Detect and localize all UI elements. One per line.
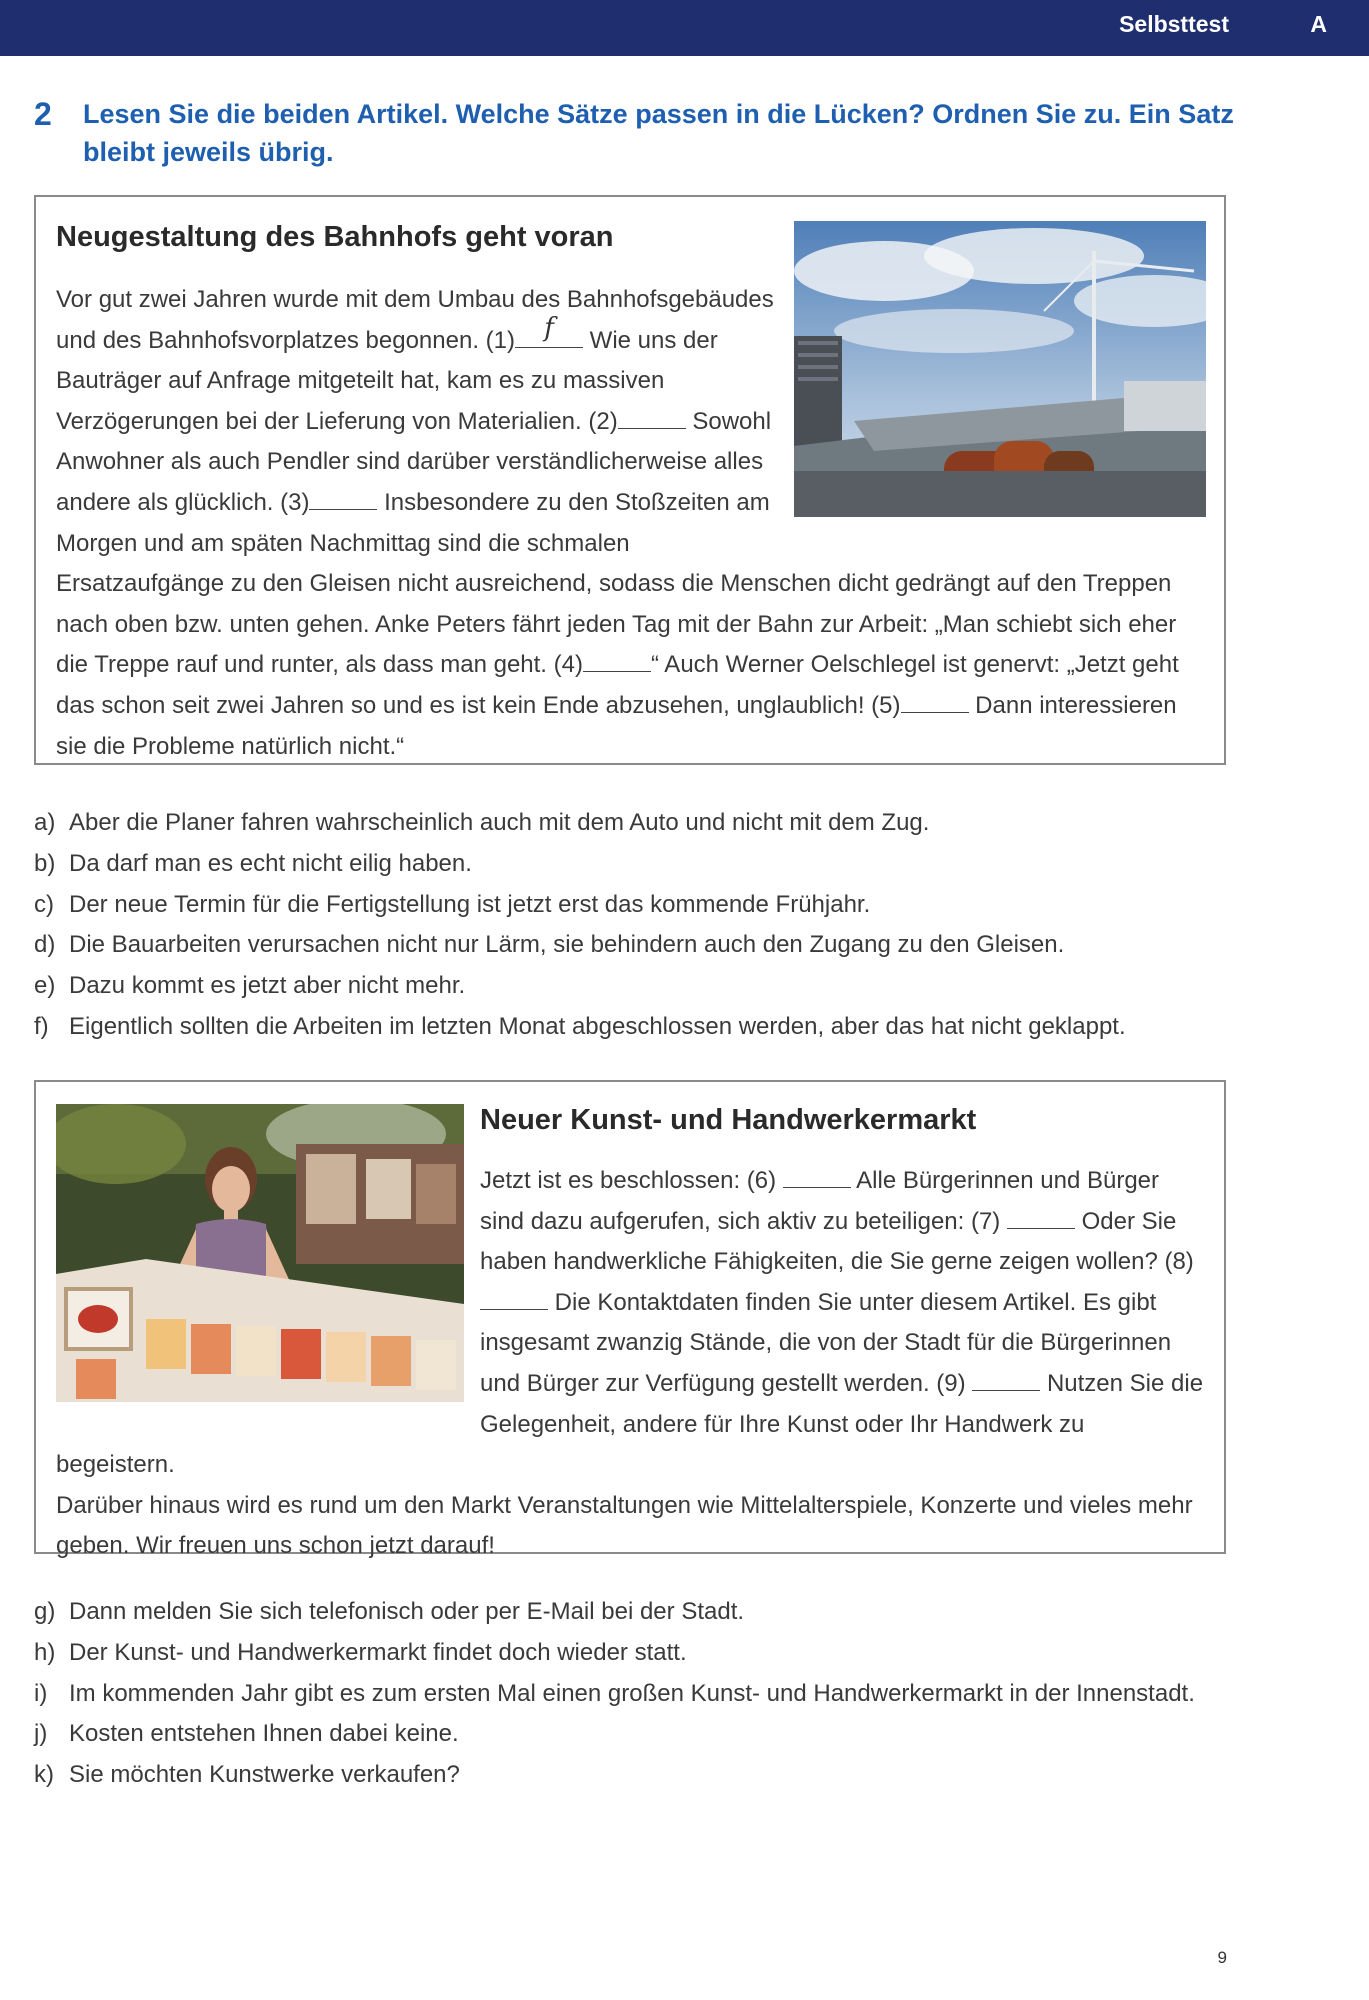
article-2-title: Neuer Kunst- und Handwerkermarkt [480, 1104, 977, 1136]
list-item: h) Der Kunst- und Handwerkermarkt findet doch wieder statt. [34, 1638, 687, 1666]
page-number: 9 [1217, 1948, 1227, 1967]
list-item: a) Aber die Planer fahren wahrscheinlich auch mit dem Auto und nicht mit dem Zug. [34, 809, 930, 836]
list-item: k) Sie möchten Kunstwerke verkaufen? [34, 1761, 460, 1789]
task-text: Lesen Sie die beiden Artikel. Welche Sätze passen in die Lücken? Ordnen Sie zu. Ein Satz bleibt jeweils übrig. [83, 99, 1234, 167]
options-list-1 [34, 803, 1284, 1048]
task-instruction [34, 95, 1234, 171]
section-title: Selbsttest [1119, 11, 1229, 37]
task-number: 2 [34, 96, 52, 132]
article-1-title: Neugestaltung des Bahnhofs geht voran [56, 221, 614, 253]
article-box-1 [34, 195, 1226, 765]
gap-6[interactable] [783, 1169, 851, 1188]
gap-8[interactable] [480, 1291, 548, 1310]
list-item: f) Eigentlich sollten die Arbeiten im letzten Monat abgeschlossen werden, aber das hat nicht geklappt. [34, 1012, 1126, 1040]
list-item: j) Kosten entstehen Ihnen dabei keine. [34, 1720, 459, 1748]
article-box-2 [34, 1080, 1226, 1560]
list-item: b) Da darf man es echt nicht eilig haben. [34, 849, 472, 877]
list-item: e) Dazu kommt es jetzt aber nicht mehr. [34, 972, 466, 1000]
gap-7[interactable] [1007, 1210, 1075, 1229]
gap-3[interactable] [309, 491, 377, 510]
article-2-body: Jetzt ist es beschlossen: (6) Alle Bürgerinnen und Bürger sind dazu aufgerufen, sich aktiv zu beteiligen: (7) Oder Sie haben handwerkliche Fähigkeiten, die Sie gerne zeigen wollen? (8) Die Kontaktdaten finden Sie unter diesem Artikel. Es gibt insgesamt zwanzig Stände, die von der Stadt für die Bürgerinnen und Bürger zur Verfügung gestellt werden. (9) Nutzen Sie die Gelegenheit, andere für Ihre Kunst oder Ihr Handwerk zu begeistern. Darüber hinaus wird es rund um den Markt Veranstaltungen wie Mittelalterspiele, Konzerte und vieles mehr geben. Wir freuen uns schon jetzt darauf! [56, 1167, 1204, 1560]
gap-9[interactable] [972, 1372, 1040, 1391]
market-woman-photo [56, 1104, 464, 1402]
list-item: i) Im kommenden Jahr gibt es zum ersten Mal einen großen Kunst- und Handwerkermarkt in der Innenstadt. [34, 1679, 1195, 1707]
options-list-2 [34, 1592, 1284, 1796]
gap-1[interactable] [515, 313, 583, 348]
list-item: g) Dann melden Sie sich telefonisch oder per E-Mail bei der Stadt. [34, 1598, 745, 1625]
gap-4[interactable] [583, 653, 651, 672]
station-construction-photo [794, 221, 1206, 517]
list-item: d) Die Bauarbeiten verursachen nicht nur Lärm, sie behindern auch den Zugang zu den Gleisen. [34, 931, 1065, 959]
header-bar [0, 0, 1369, 56]
gap-5[interactable] [901, 694, 969, 713]
section-letter: A [1310, 11, 1327, 37]
handwritten-answer: f [544, 313, 554, 343]
list-item: c) Der neue Termin für die Fertigstellung ist jetzt erst das kommende Frühjahr. [34, 890, 871, 918]
article-1-body: Vor gut zwei Jahren wurde mit dem Umbau des Bahnhofsgebäudes und des Bahnhofsvorplatzes begonnen. (1) f Wie uns der Bauträger auf Anfrage mitgeteilt hat, kam es zu massiven Verzögerungen bei der Lieferung von Materialien. (2) Sowohl Anwohner als auch Pendler sind darüber verständlicherweise alles andere als glücklich. (3) Insbesondere zu den Stoßzeiten am Morgen und am späten Nachmittag sind die schmalen Ersatzaufgänge zu den Gleisen nicht ausreichend, sodass die Menschen dicht gedrängt auf den Treppen nach oben bzw. unten gehen. Anke Peters fährt jeden Tag mit der Bahn zur Arbeit: „Man schiebt sich eher die Treppe rauf und runter, als dass man geht. (4) “ Auch Werner Oelschlegel ist genervt: „Jetzt geht das schon seit zwei Jahren so und es ist kein Ende abzusehen, unglaublich! (5) Dann interessieren sie die Probleme natürlich nicht.“ [56, 286, 1179, 760]
gap-2[interactable] [618, 410, 686, 429]
